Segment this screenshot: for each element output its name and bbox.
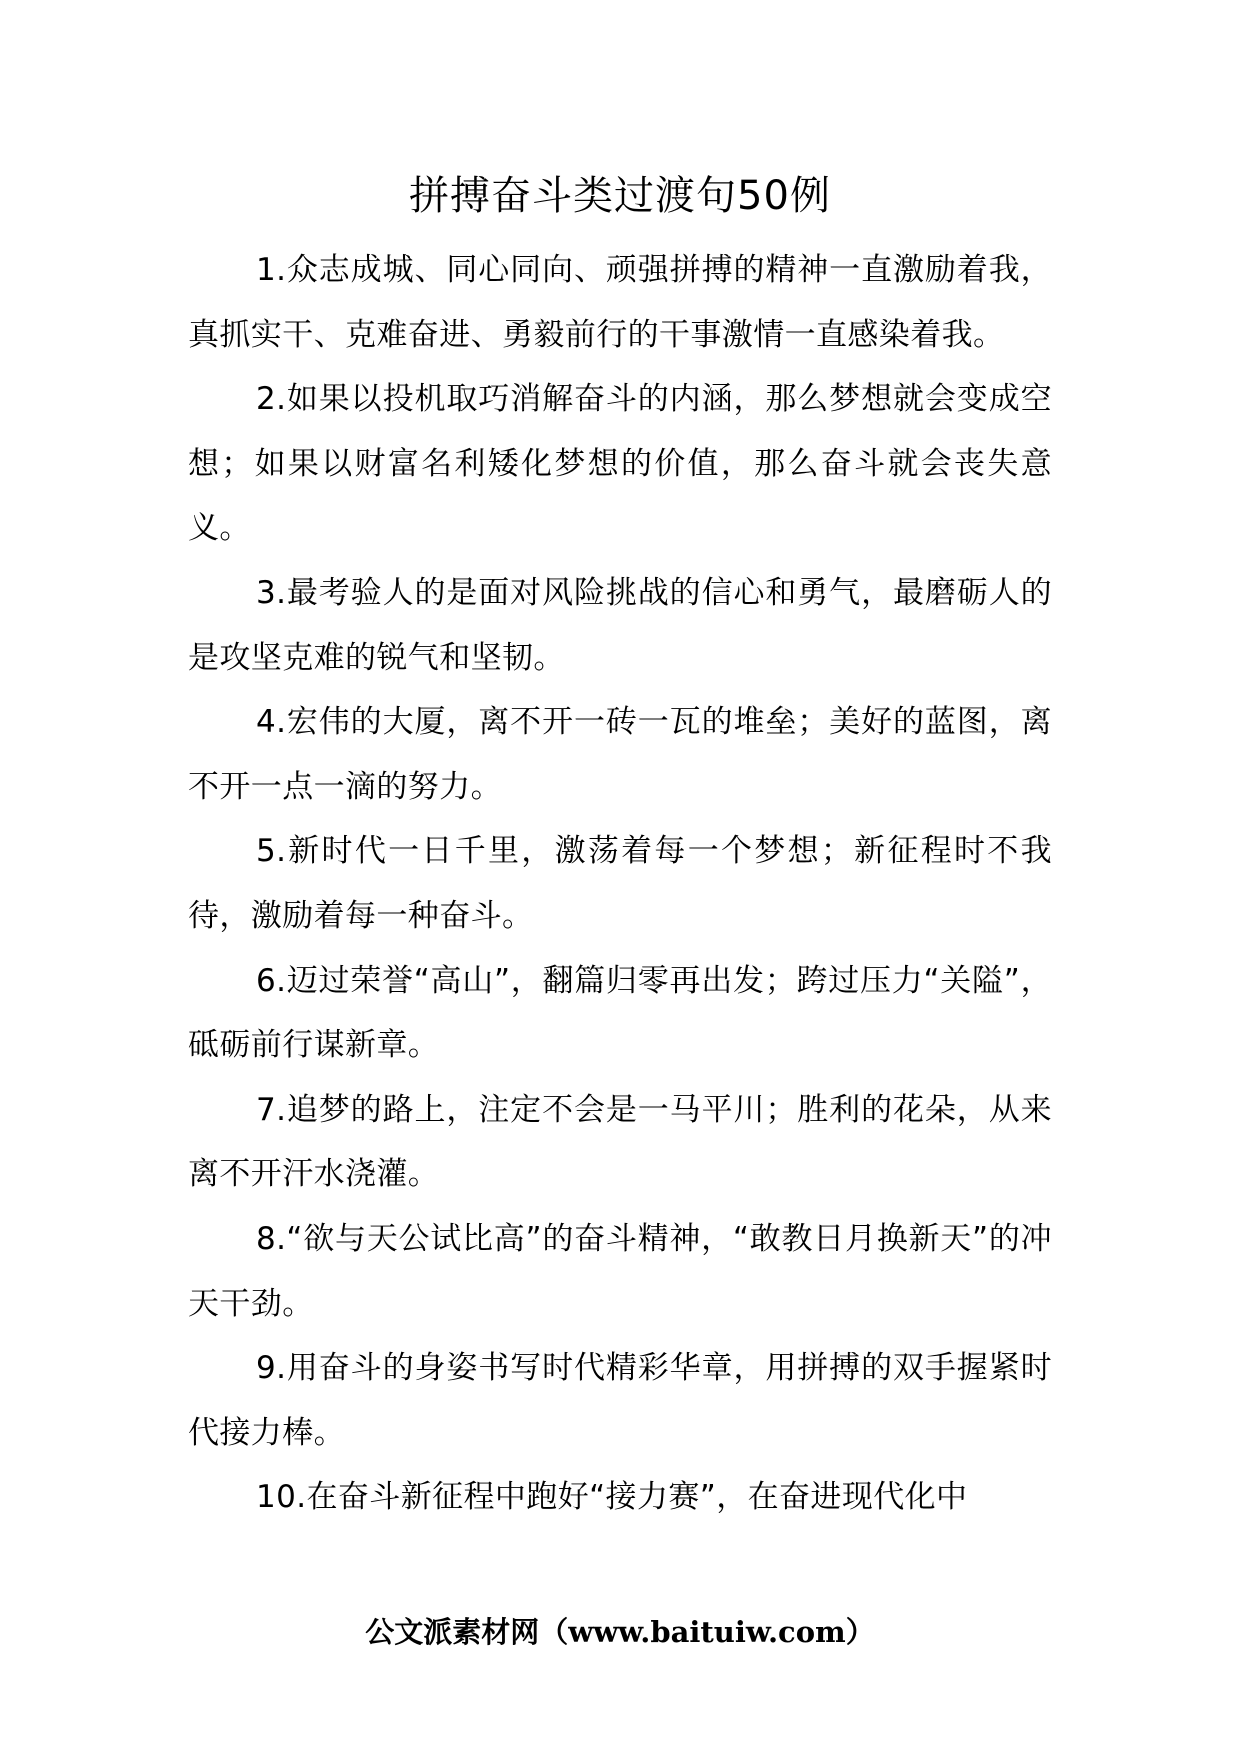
paragraph: 4.宏伟的大厦，离不开一砖一瓦的堆垒；美好的蓝图，离不开一点一滴的努力。 [188,704,1052,805]
paragraph: 6.迈过荣誉“高山”，翻篇归零再出发；跨过压力“关隘”，砥砺前行谋新章。 [188,962,1052,1064]
paragraph: 8.“欲与天公试比高”的奋斗精神，“敢教日月换新天”的冲天干劲。 [188,1220,1052,1322]
document-body [188,238,1052,1530]
paragraph: 2.如果以投机取巧消解奋斗的内涵，那么梦想就会变成空想；如果以财富名利矮化梦想的价值，那么奋斗就会丧失意义。 [188,381,1052,547]
paragraph: 10.在奋斗新征程中跑好“接力赛”，在奋进现代化中 [256,1479,968,1516]
paragraph: 1.众志成城、同心同向、顽强拼搏的精神一直激励着我，真抓实干、克难奋进、勇毅前行的干事激情一直感染着我。 [188,252,1052,353]
paragraph: 5.新时代一日千里，激荡着每一个梦想；新征程时不我待，激励着每一种奋斗。 [188,833,1052,934]
paragraph: 3.最考验人的是面对风险挑战的信心和勇气，最磨砺人的是攻坚克难的锐气和坚韧。 [188,574,1052,676]
paragraph: 7.追梦的路上，注定不会是一马平川；胜利的花朵，从来离不开汗水浇灌。 [188,1091,1052,1193]
paragraph: 9.用奋斗的身姿书写时代精彩华章，用拼搏的双手握紧时代接力棒。 [188,1350,1052,1451]
document-title: 拼搏奋斗类过渡句50例 [409,173,831,219]
page-footer: 公文派素材网（www.baituiw.com） [365,1615,875,1649]
